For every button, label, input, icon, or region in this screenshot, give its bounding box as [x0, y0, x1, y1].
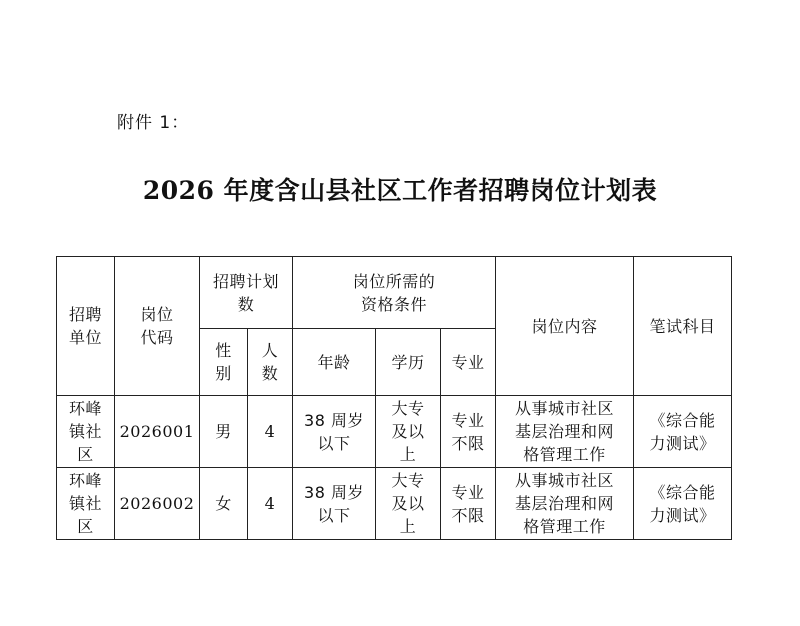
header-age: 年龄: [293, 329, 376, 396]
cell-unit: 环峰 镇社 区: [57, 396, 115, 468]
cell-content: 从事城市社区 基层治理和网 格管理工作: [496, 468, 634, 540]
header-content: 岗位内容: [496, 257, 634, 396]
cell-unit: 环峰 镇社 区: [57, 468, 115, 540]
header-unit: 招聘 单位: [57, 257, 115, 396]
cell-count: 4: [248, 468, 293, 540]
cell-count: 4: [248, 396, 293, 468]
cell-content: 从事城市社区 基层治理和网 格管理工作: [496, 396, 634, 468]
header-plan: 招聘计划 数: [200, 257, 293, 329]
cell-age: 38 周岁 以下: [293, 468, 376, 540]
header-gender: 性 别: [200, 329, 248, 396]
table-row: [57, 396, 732, 468]
header-qualification: 岗位所需的 资格条件: [293, 257, 496, 329]
attachment-label: 附件 1：: [117, 113, 190, 133]
cell-exam: 《综合能 力测试》: [634, 396, 732, 468]
cell-exam: 《综合能 力测试》: [634, 468, 732, 540]
header-row-1: [57, 257, 732, 329]
cell-age: 38 周岁 以下: [293, 396, 376, 468]
cell-code: 2026002: [115, 468, 200, 540]
recruitment-plan-table: [56, 256, 732, 540]
header-exam: 笔试科目: [634, 257, 732, 396]
cell-major: 专业 不限: [441, 396, 496, 468]
cell-education: 大专 及以 上: [376, 396, 441, 468]
header-education: 学历: [376, 329, 441, 396]
header-count: 人 数: [248, 329, 293, 396]
header-major: 专业: [441, 329, 496, 396]
document-title: 2026 年度含山县社区工作者招聘岗位计划表: [142, 176, 658, 205]
header-code: 岗位 代码: [115, 257, 200, 396]
cell-major: 专业 不限: [441, 468, 496, 540]
table-row: [57, 468, 732, 540]
cell-gender: 女: [200, 468, 248, 540]
cell-code: 2026001: [115, 396, 200, 468]
cell-gender: 男: [200, 396, 248, 468]
cell-education: 大专 及以 上: [376, 468, 441, 540]
